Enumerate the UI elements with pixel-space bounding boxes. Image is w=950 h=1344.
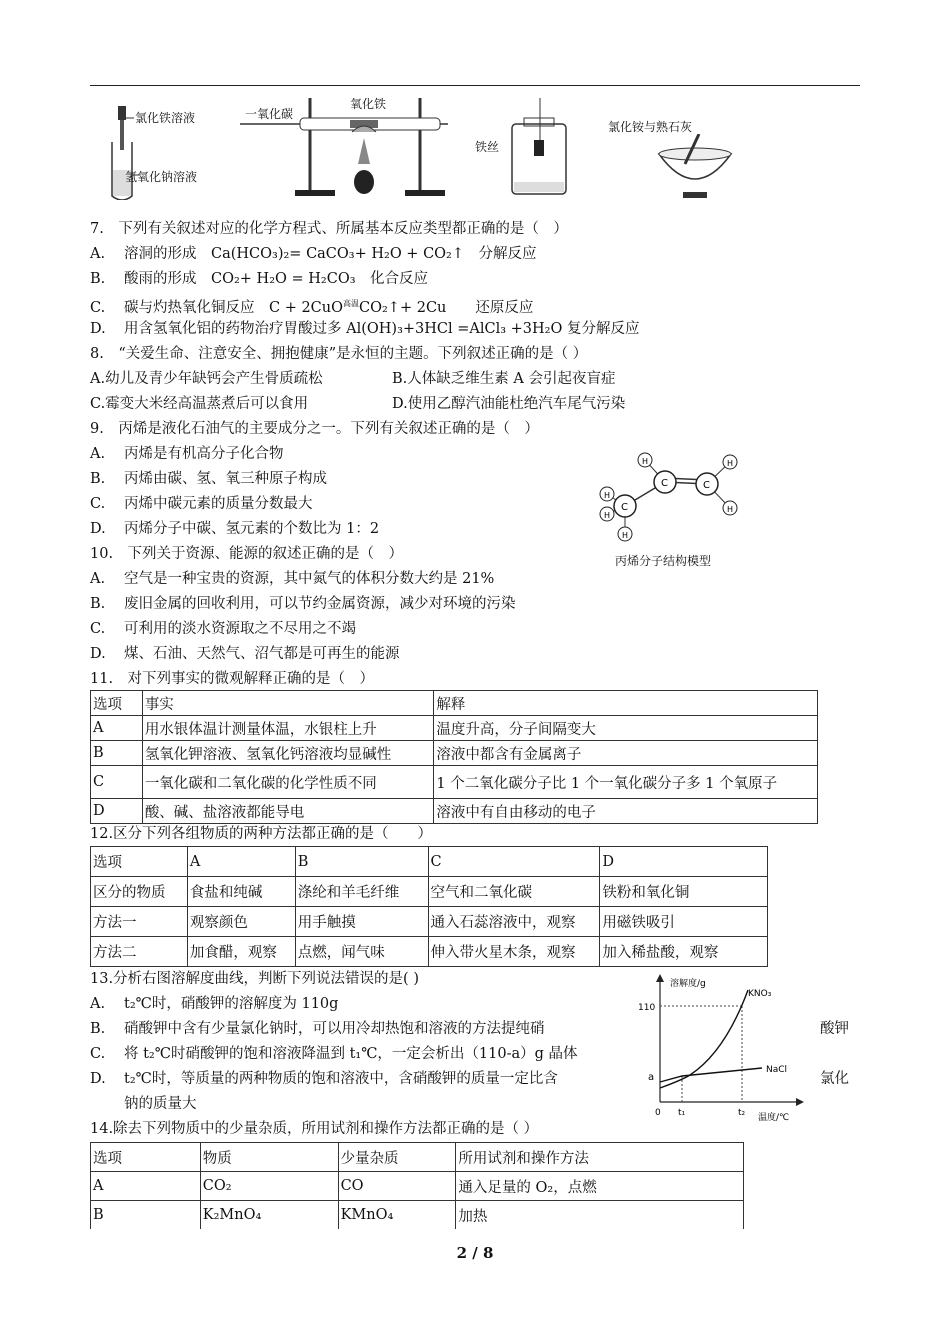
q10-option-c-label: C. bbox=[90, 621, 106, 637]
q14-header-method: 所用试剂和操作方法 bbox=[456, 1143, 744, 1172]
table-header-row bbox=[91, 1143, 744, 1172]
table-cell: 涤纶和羊毛纤维 bbox=[295, 877, 428, 907]
q10-option-a bbox=[90, 570, 494, 588]
q10-stem: 10. 下列关于资源、能源的叙述正确的是（ ） bbox=[90, 546, 404, 562]
table-cell: 铁粉和氧化铜 bbox=[600, 877, 768, 907]
q10-option-a-label: A. bbox=[90, 571, 106, 587]
y-tick-110: 110 bbox=[638, 1003, 656, 1013]
table-header-row bbox=[91, 691, 818, 716]
q9-option-b-text: 丙烯由碳、氢、氧三种原子构成 bbox=[124, 471, 327, 487]
fig2-label-left: 一氧化碳 bbox=[245, 107, 294, 121]
q13-option-d-label: D. bbox=[90, 1071, 106, 1087]
q13-option-a bbox=[90, 995, 338, 1013]
q13-option-d-text: t₂℃时，等质量的两种物质的饱和溶液中，含硝酸钾的质量一定比含 bbox=[124, 1071, 558, 1087]
q14-table bbox=[90, 1142, 744, 1229]
q8-option-d: D.使用乙醇汽油能杜绝汽车尾气污染 bbox=[392, 396, 626, 412]
table-cell: 1 个二氧化碳分子比 1 个一氧化碳分子多 1 个氧原子 bbox=[434, 766, 818, 799]
q9-option-b bbox=[90, 470, 327, 488]
q13-option-c bbox=[90, 1045, 578, 1063]
q13-option-a-label: A. bbox=[90, 996, 106, 1012]
q9-option-d bbox=[90, 520, 379, 538]
table-row bbox=[91, 907, 768, 937]
x-axis-label: 温度/℃ bbox=[758, 1113, 790, 1123]
table-cell: 用水银体温计测量体温，水银柱上升 bbox=[142, 716, 434, 741]
q8-stem: 8. “关爱生命、注意安全、拥抱健康”是永恒的主题。下列叙述正确的是（ ） bbox=[90, 346, 588, 362]
q10-option-d bbox=[90, 645, 400, 663]
y-axis-arrow bbox=[656, 974, 664, 982]
table-cell: 用磁铁吸引 bbox=[600, 907, 768, 937]
q13-option-d-tail: 氯化 bbox=[820, 1071, 849, 1087]
table-cell: 食盐和纯碱 bbox=[187, 877, 295, 907]
q8-option-c: C.霉变大米经高温蒸煮后可以食用 bbox=[90, 396, 309, 412]
table-cell: 加入稀盐酸，观察 bbox=[600, 937, 768, 967]
iron-wire-jar bbox=[510, 98, 570, 198]
q11-header-fact: 事实 bbox=[142, 691, 434, 716]
q8-option-a: A.幼儿及青少年缺钙会产生骨质疏松 bbox=[90, 371, 323, 387]
q13-option-b bbox=[90, 1020, 545, 1038]
q11-header-option: 选项 bbox=[91, 691, 143, 716]
table-cell: C bbox=[428, 847, 600, 877]
q13-stem: 13.分析右图溶解度曲线，判断下列说法错误的是( ) bbox=[90, 971, 419, 987]
q7-option-a-text: 溶洞的形成 Ca(HCO₃)₂= CaCO₃+ H₂O + CO₂↑ 分解反应 bbox=[124, 246, 537, 262]
atom-c-3: C bbox=[703, 480, 710, 491]
q7-option-c-text: 碳与灼热氧化铜反应 C + 2CuO bbox=[124, 300, 344, 316]
q11-table bbox=[90, 690, 818, 824]
table-cell: 空气和二氧化碳 bbox=[428, 877, 600, 907]
table-cell: A bbox=[91, 1172, 201, 1201]
table-cell: C bbox=[91, 766, 143, 799]
table-cell: 加食醋，观察 bbox=[187, 937, 295, 967]
table-cell: B bbox=[295, 847, 428, 877]
q7-option-d bbox=[90, 320, 639, 338]
atom-h-3: H bbox=[727, 505, 734, 514]
q10-option-b bbox=[90, 595, 516, 613]
table-cell: 选项 bbox=[91, 847, 188, 877]
mortar-figure bbox=[655, 134, 735, 204]
figure-row bbox=[90, 90, 860, 205]
header-rule bbox=[90, 85, 860, 86]
q12-stem: 12.区分下列各组物质的两种方法都正确的是（ ） bbox=[90, 826, 433, 842]
solubility-chart bbox=[630, 972, 810, 1130]
table-cell: A bbox=[91, 716, 143, 741]
atom-h-5: H bbox=[604, 511, 611, 520]
fig1-label-top: 氯化铁溶液 bbox=[135, 111, 196, 125]
table-cell: 通入石蕊溶液中，观察 bbox=[428, 907, 600, 937]
q13-option-d bbox=[90, 1070, 558, 1088]
propylene-model bbox=[595, 448, 755, 548]
page-number: 2 / 8 bbox=[456, 1244, 494, 1262]
table-row bbox=[91, 847, 768, 877]
table-cell: 区分的物质 bbox=[91, 877, 188, 907]
fig3-label: 铁丝 bbox=[475, 140, 500, 154]
q13-option-b-tail: 酸钾 bbox=[820, 1021, 849, 1037]
q9-option-c-label: C. bbox=[90, 496, 106, 512]
nacl-label: NaCl bbox=[766, 1065, 788, 1075]
table-cell: A bbox=[187, 847, 295, 877]
q10-option-b-text: 废旧金属的回收利用，可以节约金属资源，减少对环境的污染 bbox=[124, 596, 516, 612]
q10-option-a-text: 空气是一种宝贵的资源，其中氮气的体积分数大约是 21% bbox=[124, 571, 495, 587]
atom-c-1: C bbox=[621, 502, 628, 513]
propylene-caption: 丙烯分子结构模型 bbox=[615, 554, 712, 568]
table-row bbox=[91, 1172, 744, 1201]
carbon-atoms bbox=[614, 471, 718, 517]
q10-option-c-text: 可利用的淡水资源取之不尽用之不竭 bbox=[124, 621, 356, 637]
table-cell: 伸入带火星木条，观察 bbox=[428, 937, 600, 967]
table-row bbox=[91, 766, 818, 799]
table-cell: 观察颜色 bbox=[187, 907, 295, 937]
table-cell: CO bbox=[338, 1172, 456, 1201]
q8-option-b: B.人体缺乏维生素 A 会引起夜盲症 bbox=[392, 371, 616, 387]
atom-c-2: C bbox=[661, 478, 668, 489]
q7-option-c-cond: 高温 bbox=[343, 299, 360, 308]
q10-option-b-label: B. bbox=[90, 596, 106, 612]
atom-h-4: H bbox=[604, 491, 611, 500]
x-tick-0: 0 bbox=[655, 1108, 661, 1118]
atom-h-1: H bbox=[642, 457, 649, 466]
q7-option-c-label: C. bbox=[90, 300, 106, 316]
q7-option-d-text: 用含氢氧化铝的药物治疗胃酸过多 Al(OH)₃+3HCl =AlCl₃ +3H₂O 复分解反应 bbox=[124, 321, 640, 337]
table-cell: 方法二 bbox=[91, 937, 188, 967]
q9-option-d-text: 丙烯分子中碳、氢元素的个数比为 1：2 bbox=[124, 521, 380, 537]
atom-h-6: H bbox=[622, 531, 629, 540]
table-row bbox=[91, 716, 818, 741]
q7-option-b bbox=[90, 270, 428, 288]
table-cell: 酸、碱、盐溶液都能导电 bbox=[142, 799, 434, 824]
nacl-curve bbox=[660, 1068, 762, 1082]
table-cell: 温度升高，分子间隔变大 bbox=[434, 716, 818, 741]
q14-header-impurity: 少量杂质 bbox=[338, 1143, 456, 1172]
kno3-label: KNO₃ bbox=[748, 989, 772, 999]
q11-stem: 11. 对下列事实的微观解释正确的是（ ） bbox=[90, 671, 375, 687]
q13-option-a-text: t₂℃时，硝酸钾的溶解度为 110g bbox=[124, 996, 339, 1012]
table-row bbox=[91, 1201, 744, 1230]
y-axis-label: 溶解度/g bbox=[670, 979, 706, 989]
q10-option-d-text: 煤、石油、天然气、沼气都是可再生的能源 bbox=[124, 646, 400, 662]
q7-option-d-label: D. bbox=[90, 321, 106, 337]
fig2-label-top: 氧化铁 bbox=[350, 97, 387, 111]
q7-option-c bbox=[90, 295, 533, 317]
q14-header-substance: 物质 bbox=[200, 1143, 338, 1172]
atom-h-2: H bbox=[727, 459, 734, 468]
table-cell: 点燃，闻气味 bbox=[295, 937, 428, 967]
table-cell: B bbox=[91, 741, 143, 766]
table-row bbox=[91, 799, 818, 824]
table-row bbox=[91, 877, 768, 907]
q10-option-c bbox=[90, 620, 356, 638]
table-cell: K₂MnO₄ bbox=[200, 1201, 338, 1230]
x-tick-t1: t₁ bbox=[678, 1108, 686, 1118]
table-cell: 氢氧化钾溶液、氢氧化钙溶液均显碱性 bbox=[142, 741, 434, 766]
table-cell: 用手触摸 bbox=[295, 907, 428, 937]
q7-stem: 7. 下列有关叙述对应的化学方程式、所属基本反应类型都正确的是（ ） bbox=[90, 221, 568, 237]
x-axis-arrow bbox=[796, 1098, 804, 1106]
table-cell: KMnO₄ bbox=[338, 1201, 456, 1230]
q13-option-d-cont: 钠的质量大 bbox=[124, 1096, 197, 1112]
table-cell: 一氧化碳和二氧化碳的化学性质不同 bbox=[142, 766, 434, 799]
q9-option-a-label: A. bbox=[90, 446, 106, 462]
q9-option-c-text: 丙烯中碳元素的质量分数最大 bbox=[124, 496, 313, 512]
q7-option-c-text2: CO₂↑+ 2Cu 还原反应 bbox=[359, 300, 534, 316]
q13-option-b-text: 硝酸钾中含有少量氯化钠时，可以用冷却热饱和溶液的方法提纯硝 bbox=[124, 1021, 545, 1037]
fig4-label: 氯化铵与熟石灰 bbox=[608, 120, 693, 134]
table-cell: 加热 bbox=[456, 1201, 744, 1230]
q14-header-option: 选项 bbox=[91, 1143, 201, 1172]
x-tick-t2: t₂ bbox=[738, 1108, 746, 1118]
table-cell: D bbox=[600, 847, 768, 877]
q9-option-a bbox=[90, 445, 284, 463]
table-cell: 溶液中有自由移动的电子 bbox=[434, 799, 818, 824]
table-cell: 方法一 bbox=[91, 907, 188, 937]
q7-option-b-text: 酸雨的形成 CO₂+ H₂O = H₂CO₃ 化合反应 bbox=[124, 271, 429, 287]
q13-option-b-label: B. bbox=[90, 1021, 106, 1037]
table-row bbox=[91, 741, 818, 766]
q9-option-a-text: 丙烯是有机高分子化合物 bbox=[124, 446, 284, 462]
q10-option-d-label: D. bbox=[90, 646, 106, 662]
table-cell: D bbox=[91, 799, 143, 824]
q7-option-a bbox=[90, 245, 537, 263]
table-cell: CO₂ bbox=[200, 1172, 338, 1201]
fig1-label-bottom: 氢氧化钠溶液 bbox=[125, 170, 198, 184]
q9-option-c bbox=[90, 495, 313, 513]
q13-option-c-text: 将 t₂℃时硝酸钾的饱和溶液降温到 t₁℃，一定会析出（110-a）g 晶体 bbox=[124, 1046, 578, 1062]
q14-stem: 14.除去下列物质中的少量杂质，所用试剂和操作方法都正确的是（ ） bbox=[90, 1121, 539, 1137]
q9-stem: 9. 丙烯是液化石油气的主要成分之一。下列有关叙述正确的是（ ） bbox=[90, 421, 539, 437]
q7-option-a-label: A. bbox=[90, 246, 106, 262]
q7-option-b-label: B. bbox=[90, 271, 106, 287]
table-cell: B bbox=[91, 1201, 201, 1230]
y-tick-a: a bbox=[648, 1072, 655, 1083]
table-cell: 溶液中都含有金属离子 bbox=[434, 741, 818, 766]
table-row bbox=[91, 937, 768, 967]
q9-option-d-label: D. bbox=[90, 521, 106, 537]
q12-table bbox=[90, 846, 768, 967]
table-cell: 通入足量的 O₂，点燃 bbox=[456, 1172, 744, 1201]
q13-option-c-label: C. bbox=[90, 1046, 106, 1062]
q9-option-b-label: B. bbox=[90, 471, 106, 487]
q11-header-explanation: 解释 bbox=[434, 691, 818, 716]
